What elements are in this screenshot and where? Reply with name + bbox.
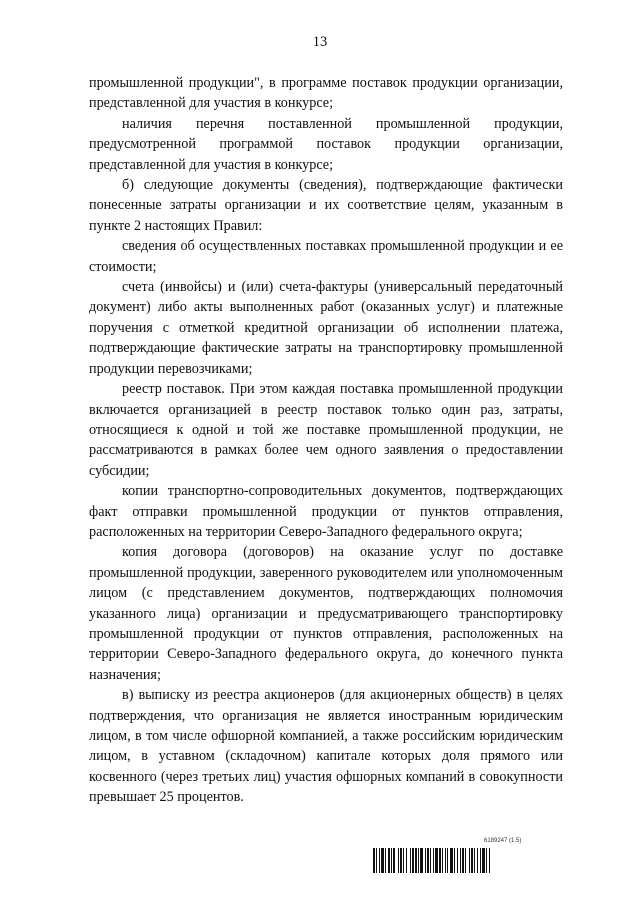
barcode-image xyxy=(373,848,563,873)
barcode-bar xyxy=(490,848,491,873)
document-code: 6189247 (1.5) xyxy=(484,838,522,844)
paragraph-3: б) следующие документы (сведения), подтверждающие фактически понесенные затраты организации и их соответствие целям, указанным в пункте 2 настоящих Правил: xyxy=(89,177,563,234)
paragraph-1: промышленной продукции", в программе поставок продукции организации, представленной для участия в конкурсе; xyxy=(89,75,563,112)
paragraph-2: наличия перечня поставленной промышленной продукции, предусмотренной программой поставок продукции организации, представленной для участия в конкурсе; xyxy=(89,115,563,173)
paragraph-7: копии транспортно-сопроводительных документов, подтверждающих факт отправки промышленной продукции от пунктов отправления, расположенных на территории Северо-Западного федерального округа; xyxy=(89,483,563,540)
paragraph-8: копия договора (договоров) на оказание услуг по доставке промышленной продукции, заверенного руководителем или уполномоченным лицом (с представлением документов, подтверждающих полномочия указанного лица) организации и предусматривающего транспортировку промышленной продукции от пунктов отправления, расположенных на территории Северо-Западного федерального округа, до конечного пункта назначения; xyxy=(89,544,563,683)
paragraph-6: реестр поставок. При этом каждая поставка промышленной продукции включается организацией в реестр поставок только один раз, затраты, относящиеся к одной и той же поставке промышленной продукции, не рассматриваются в рамках более чем одного заявления о предоставлении субсидии; xyxy=(89,381,563,479)
paragraph-5: счета (инвойсы) и (или) счета-фактуры (универсальный передаточный документ) либо акты выполненных работ (оказанных услуг) и платежные поручения с отметкой кредитной организации об исполнении платежа, подтверждающие фактические затраты на транспортировку промышленной продукции перевозчиками; xyxy=(89,279,563,377)
document-body xyxy=(89,73,563,808)
paragraph-4: сведения об осуществленных поставках промышленной продукции и ее стоимости; xyxy=(89,238,563,275)
paragraph-9: в) выписку из реестра акционеров (для акционерных обществ) в целях подтверждения, что организация не является иностранным юридическим лицом, в том числе офшорной компанией, а также российским юридическим лицом, в уставном (складочном) капитале которых доля прямого или косвенного (через третьих лиц) участия офшорных компаний в совокупности превышает 25 процентов. xyxy=(89,687,563,806)
page-number: 13 xyxy=(312,34,328,50)
